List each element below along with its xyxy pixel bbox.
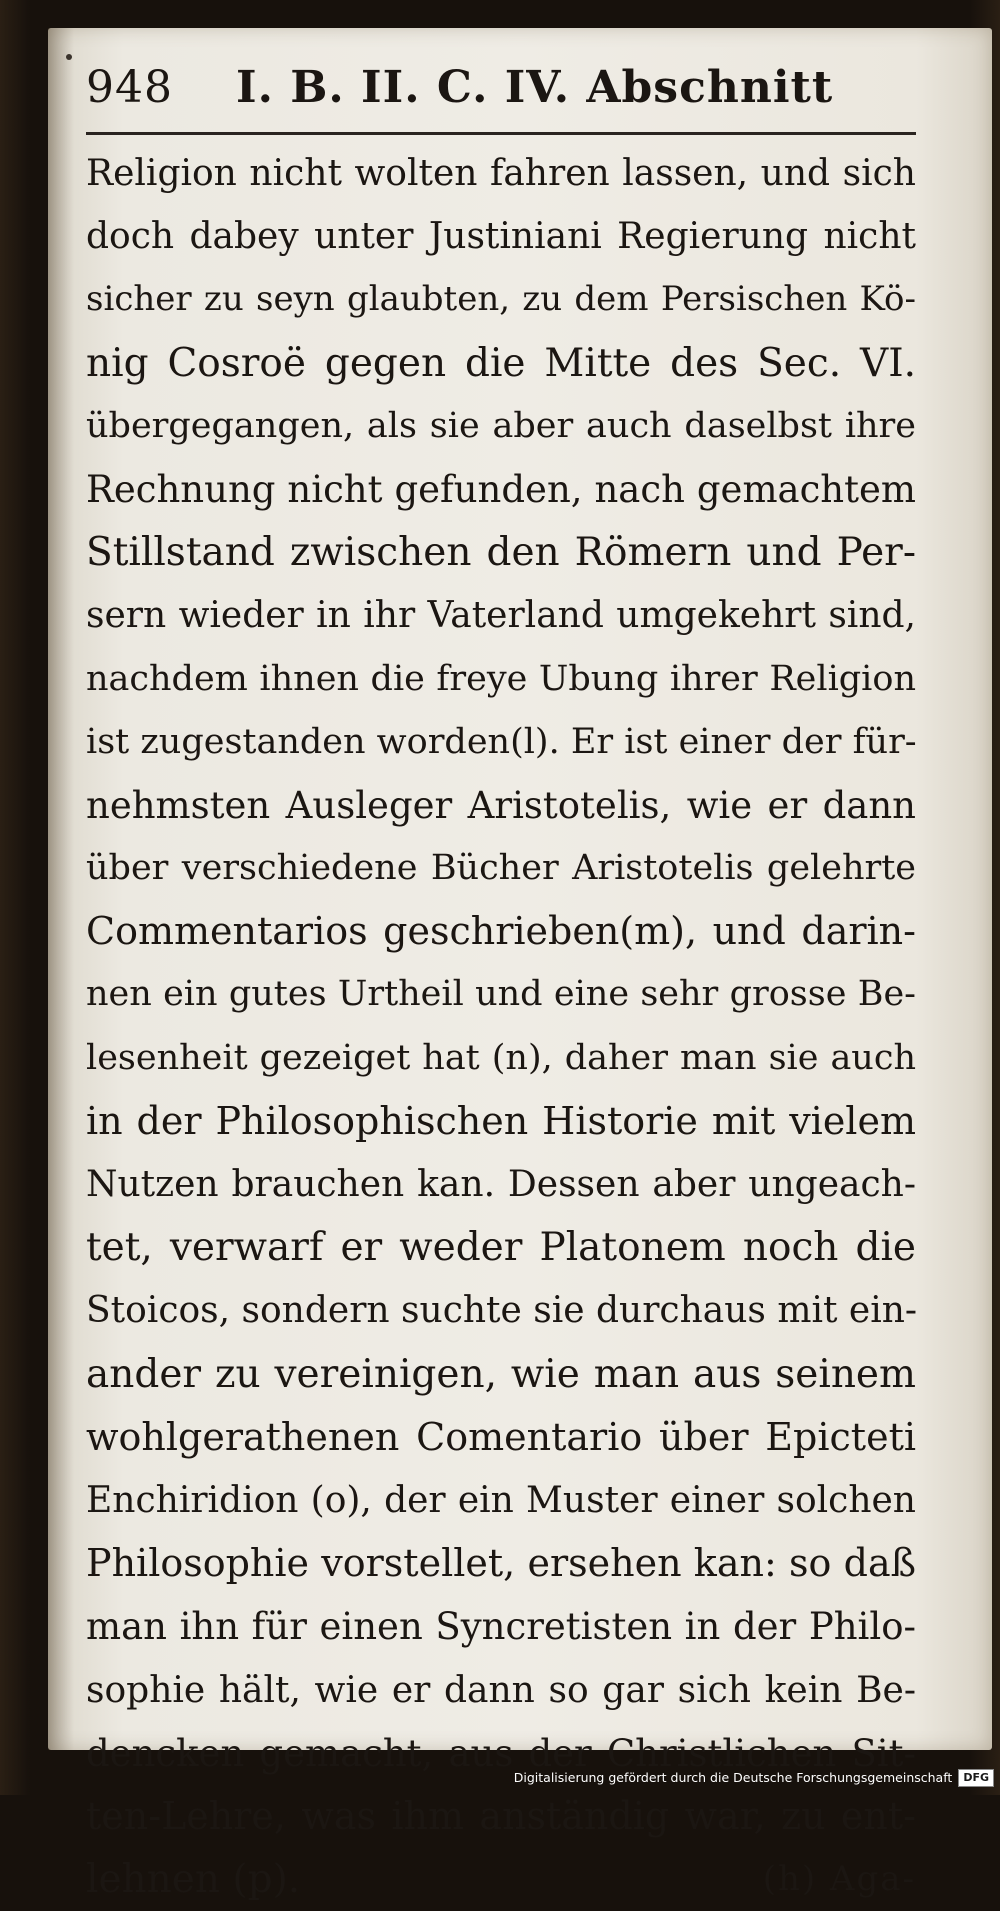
text-line: [86, 268, 916, 331]
text-line: [86, 900, 916, 963]
running-head: I. B. II. C. IV. Abschnitt: [236, 62, 834, 113]
text-line: [86, 1343, 916, 1406]
text-line-content: ten-Lehre, was ihm anständig war, zu ent-: [86, 1793, 916, 1838]
text-line-content: ist zugestanden worden(l). Er ist einer der für-: [86, 721, 917, 762]
text-line: [86, 1785, 916, 1848]
text-line: [86, 1848, 916, 1911]
text-line: [86, 142, 916, 205]
text-line: [86, 963, 916, 1026]
text-line: [86, 1595, 916, 1658]
spine-shadow: [48, 28, 74, 1750]
text-line: [86, 1279, 916, 1342]
text-line-content: über verschiedene Bücher Aristotelis gelehrte: [86, 848, 916, 889]
text-line-content: Religion nicht wolten fahren lassen, und sich: [86, 153, 916, 194]
catchword: (h) Aga-: [762, 1859, 916, 1900]
text-line: [86, 1153, 916, 1216]
text-line-content: Commentarios geschrieben(m), und darin-: [86, 909, 916, 954]
text-line-content: lesenheit gezeiget hat (n), daher man sie auch: [86, 1037, 916, 1078]
text-line-content: Philosophie vorstellet, ersehen kan: so daß: [86, 1541, 916, 1586]
text-line: [86, 711, 916, 774]
text-line: [86, 1090, 916, 1153]
text-line: [86, 1216, 916, 1279]
page-number: 948: [86, 62, 173, 113]
text-line: [86, 521, 916, 584]
text-line-content: Nutzen brauchen kan. Dessen aber ungeach-: [86, 1164, 916, 1205]
text-line-content: sophie hält, wie er dann so gar sich kein Be-: [86, 1669, 916, 1711]
text-line-content: Rechnung nicht gefunden, nach gemachtem: [86, 467, 916, 511]
text-line: [86, 1532, 916, 1595]
text-line: [86, 458, 916, 521]
text-line: [86, 648, 916, 711]
text-line: [86, 584, 916, 647]
text-line-content: sicher zu seyn glaubten, zu dem Persischen Kö-: [86, 279, 916, 320]
text-line-content: ander zu vereinigen, wie man aus seinem: [86, 1351, 916, 1397]
text-line-content: man ihn für einen Syncretisten in der Philo-: [86, 1605, 916, 1649]
text-line-content: Stillstand zwischen den Römern und Per-: [86, 530, 916, 576]
text-line: [86, 395, 916, 458]
text-line-content: in der Philosophischen Historie mit vielem: [86, 1098, 916, 1143]
text-line-content: sern wieder in ihr Vaterland umgekehrt sind,: [86, 595, 916, 637]
page-header: [86, 48, 916, 120]
dfg-logo: DFG: [958, 1769, 994, 1787]
text-line-content: wohlgerathenen Comentario über Epicteti: [86, 1414, 916, 1459]
text-line-content: Enchiridion (o), der ein Muster einer solchen: [86, 1479, 916, 1521]
text-line: [86, 205, 916, 268]
text-line: [86, 332, 916, 395]
text-line-content: nig Cosroë gegen die Mitte des Sec. VI.: [86, 340, 916, 386]
text-line: [86, 837, 916, 900]
text-line-content: übergegangen, als sie aber auch daselbst ihre: [86, 405, 916, 446]
body-text: [86, 142, 916, 1911]
text-line: [86, 774, 916, 837]
text-line-content: nen ein gutes Urtheil und eine sehr grosse Be-: [86, 974, 916, 1015]
digitization-credit: [514, 1765, 994, 1791]
text-line-content: nachdem ihnen die freye Ubung ihrer Religion: [86, 658, 916, 699]
text-line: [86, 1406, 916, 1469]
header-rule: [86, 132, 916, 135]
credit-text: Digitalisierung gefördert durch die Deutsche Forschungsgemeinschaft: [513, 1770, 953, 1785]
text-line-content: lehnen (p).: [86, 1857, 301, 1903]
text-line-content: Stoicos, sondern suchte sie durchaus mit ein-: [86, 1290, 918, 1332]
text-line: [86, 1469, 916, 1532]
ink-speck: [66, 54, 72, 60]
text-line-content: nehmsten Ausleger Aristotelis, wie er dann: [86, 783, 916, 827]
text-line-content: tet, verwarf er weder Platonem noch die: [86, 1225, 916, 1271]
text-line: [86, 1027, 916, 1090]
text-line-content: doch dabey unter Justiniani Regierung nicht: [86, 216, 916, 258]
text-line-content: dencken gemacht, aus der Christlichen Sit-: [86, 1731, 916, 1775]
text-line: [86, 1659, 916, 1722]
